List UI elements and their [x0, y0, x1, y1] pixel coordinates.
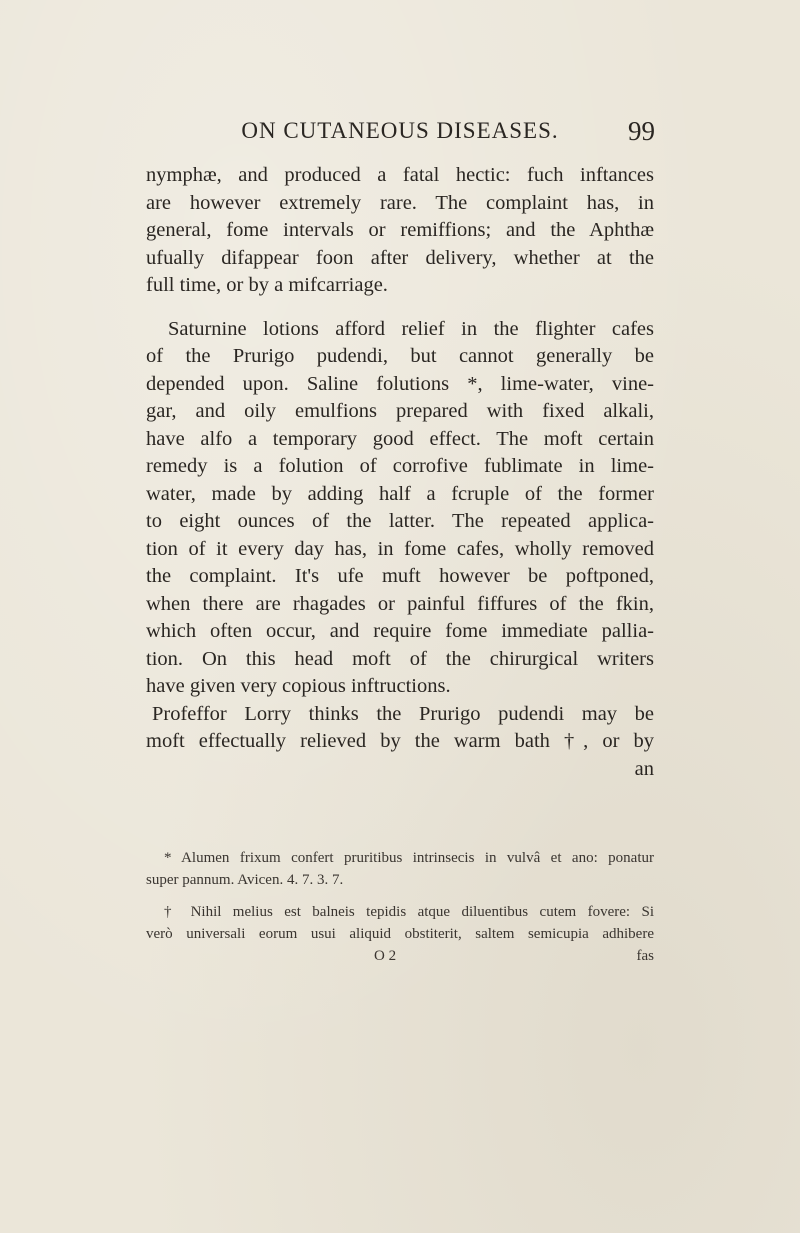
running-head: ON CUTANEOUS DISEASES. [241, 118, 559, 143]
signature-mark: O 2 [374, 948, 397, 964]
page-footer [146, 945, 654, 967]
text-line: tion of it every day has, in fome cafes, wholly removed [146, 537, 654, 560]
text-line: moft effectually relieved by the warm bath †, or by [146, 730, 654, 752]
text-line: general, fome intervals or remiffions; and the Aphthæ [146, 219, 654, 241]
text-line: remedy is a folution of corrofive fublimate in lime- [146, 455, 654, 477]
text-line: depended upon. Saline folutions *, lime-water, vine- [146, 372, 654, 395]
page-header [0, 118, 800, 158]
text-line: ufually difappear foon after delivery, whether at the [146, 246, 654, 269]
footnote-gap [146, 891, 654, 901]
footnote-line: † Nihil melius est balneis tepidis atque diluentibus cutem fovere: Si [164, 904, 654, 920]
text-line: tion. On this head moft of the chirurgical writers [146, 647, 654, 670]
paragraph-gap [146, 300, 654, 316]
text-line: to eight ounces of the latter. The repeated applica- [146, 510, 654, 532]
text-line: have alfo a temporary good effect. The moft certain [146, 427, 654, 450]
footnote-catchword: fas [636, 948, 654, 964]
footnote-line: verò universali eorum usui aliquid obstiterit, saltem semicupia adhibere [146, 926, 654, 942]
text-line: of the Prurigo pudendi, but cannot generally be [146, 345, 654, 367]
text-line: the complaint. It's ufe muft however be poftponed, [146, 565, 654, 587]
catchword-line: an [634, 757, 654, 780]
main-text [146, 162, 654, 783]
text-line: Profeffor Lorry thinks the Prurigo pudendi may be [152, 702, 654, 725]
text-line: are however extremely rare. The complaint has, in [146, 191, 654, 214]
text-line: Saturnine lotions afford relief in the flighter cafes [168, 317, 654, 340]
text-line: full time, or by a mifcarriage. [146, 274, 388, 296]
footnote-line: super pannum. Avicen. 4. 7. 3. 7. [146, 872, 344, 888]
text-line: have given very copious inftructions. [146, 675, 451, 697]
text-line: gar, and oily emulfions prepared with fixed alkali, [146, 400, 654, 422]
text-line: which often occur, and require fome immediate pallia- [146, 620, 654, 642]
text-line: nymphæ, and produced a fatal hectic: fuch inftances [146, 164, 654, 186]
text-line: water, made by adding half a fcruple of the former [146, 482, 654, 505]
text-line: when there are rhagades or painful fiffures of the fkin, [146, 592, 654, 615]
page-number: 99 [628, 116, 655, 146]
footnotes [146, 847, 654, 967]
footnote-line: * Alumen frixum confert pruritibus intrinsecis in vulvâ et ano: ponatur [164, 850, 654, 866]
